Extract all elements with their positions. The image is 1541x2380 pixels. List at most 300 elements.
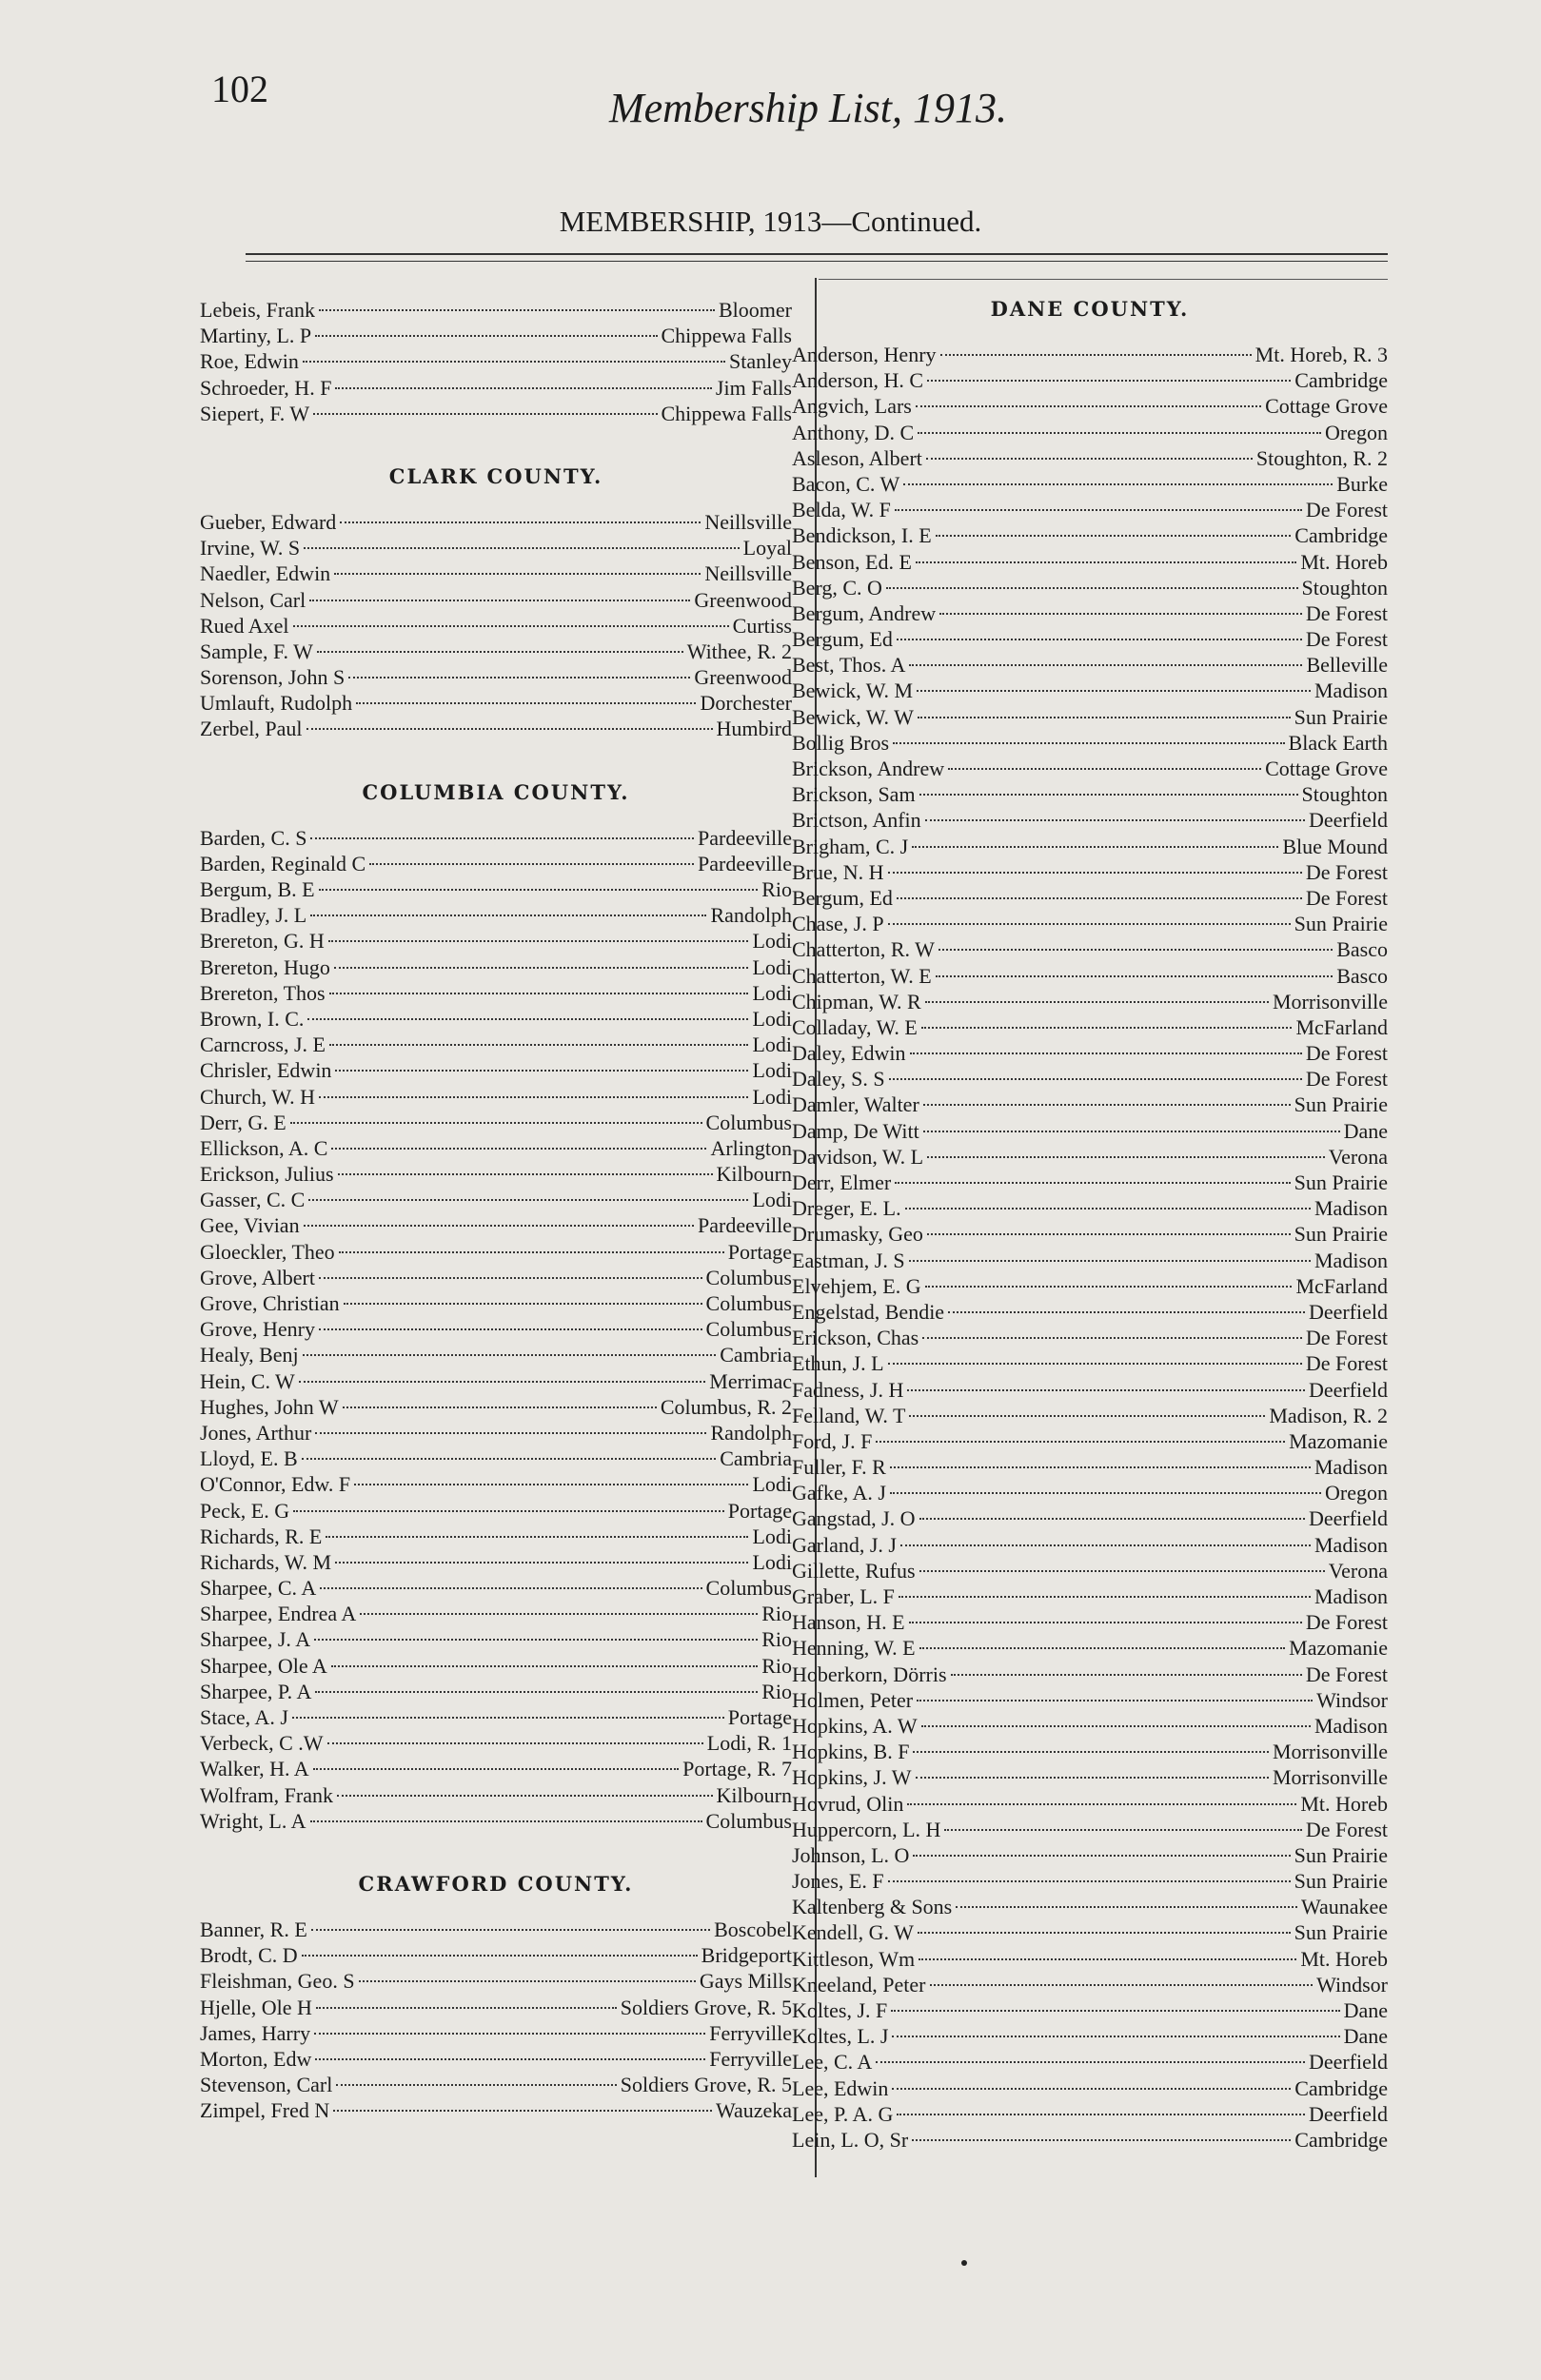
member-place: Kilbourn (716, 1782, 792, 1807)
county-heading: CLARK COUNTY. (388, 463, 603, 488)
member-entry (200, 1290, 792, 1316)
member-place: Verona (1328, 1558, 1388, 1583)
dot-leader (918, 432, 1321, 434)
dot-leader (925, 1001, 1269, 1003)
member-name: Lee, P. A. G (792, 2101, 894, 2126)
member-name: James, Harry (200, 2020, 311, 2045)
member-name: Sample, F. W (200, 639, 313, 663)
member-entry (200, 1524, 792, 1549)
dot-leader (890, 1492, 1321, 1494)
member-name: Koltes, L. J (792, 2024, 889, 2049)
dot-leader (314, 1639, 758, 1641)
member-place: Dane (1343, 2024, 1388, 2049)
dot-leader (348, 677, 690, 679)
member-place: Deerfield (1308, 1506, 1388, 1531)
dot-leader (333, 2110, 712, 2112)
member-entry (792, 1221, 1388, 1247)
member-place: Rio (761, 1627, 792, 1652)
member-place: Madison (1314, 1713, 1388, 1738)
dot-leader (909, 1260, 1311, 1262)
dot-leader (304, 547, 740, 549)
member-place: McFarland (1295, 1014, 1388, 1039)
member-name: Asleson, Albert (792, 445, 922, 470)
member-place: Stoughton (1301, 782, 1388, 807)
member-place: De Forest (1305, 1351, 1388, 1376)
member-entry (792, 1505, 1388, 1531)
dot-leader (329, 993, 749, 994)
member-entry (792, 678, 1388, 703)
member-entry (792, 626, 1388, 652)
member-name: Fleishman, Geo. S (200, 1969, 355, 1994)
member-name: Stevenson, Carl (200, 2073, 333, 2097)
member-entry (792, 2023, 1388, 2049)
dot-leader (919, 1518, 1305, 1520)
member-entry (792, 1273, 1388, 1299)
member-place: Deerfield (1308, 808, 1388, 833)
member-name: Fuller, F. R (792, 1455, 886, 1480)
member-place: Columbus (705, 1317, 792, 1342)
dot-leader (335, 1562, 748, 1564)
member-place: Humbird (716, 717, 792, 741)
member-name: Gillette, Rufus (792, 1558, 916, 1583)
dot-leader (938, 949, 1333, 951)
dot-leader (939, 613, 1302, 615)
member-place: Morrisonville (1273, 1740, 1388, 1764)
dot-leader (308, 1199, 748, 1201)
member-name: Holmen, Peter (792, 1687, 914, 1712)
dot-leader (319, 1277, 702, 1279)
member-entry (200, 1679, 792, 1704)
member-place: Ferryville (709, 2020, 792, 2045)
member-name: Brictson, Anfin (792, 808, 921, 833)
member-place: Sun Prairie (1294, 912, 1388, 936)
member-place: Mt. Horeb, R. 3 (1255, 343, 1388, 366)
member-name: Jones, E. F (792, 1869, 884, 1894)
member-place: Cambria (720, 1446, 792, 1471)
member-entry (792, 1532, 1388, 1558)
member-place: Rio (761, 1602, 792, 1626)
county-heading: CRAWFORD COUNTY. (358, 1871, 634, 1896)
member-place: Jim Falls (715, 375, 792, 400)
dot-leader (888, 1363, 1302, 1365)
member-entry (200, 690, 792, 716)
member-place: Withee, R. 2 (686, 639, 792, 663)
member-place: Deerfield (1308, 1377, 1388, 1402)
member-place: De Forest (1305, 1041, 1388, 1066)
dot-leader (956, 1906, 1297, 1908)
member-entry (792, 497, 1388, 522)
member-entry (200, 1006, 792, 1032)
member-name: Stace, A. J (200, 1705, 288, 1729)
member-entry (792, 756, 1388, 781)
member-entry (200, 1161, 792, 1187)
member-entry (792, 1350, 1388, 1376)
member-place: Cottage Grove (1265, 757, 1388, 780)
member-name: Daley, Edwin (792, 1041, 906, 1066)
member-entry (200, 1446, 792, 1471)
member-name: Hoberkorn, Dörris (792, 1662, 947, 1686)
member-name: Henning, W. E (792, 1636, 916, 1661)
member-place: Greenwood (694, 665, 792, 690)
member-entry (200, 1187, 792, 1212)
county-heading: COLUMBIA COUNTY. (362, 779, 630, 804)
dot-leader (925, 1286, 1293, 1288)
member-entry (792, 704, 1388, 730)
member-place: Waunakee (1300, 1895, 1388, 1919)
member-entry (200, 1239, 792, 1265)
dot-leader (886, 587, 1298, 589)
member-name: O'Connor, Edw. F (200, 1472, 351, 1497)
member-place: Portage, R. 7 (682, 1757, 792, 1781)
member-place: Sun Prairie (1294, 1869, 1388, 1894)
member-entry (200, 664, 792, 690)
member-name: Graber, L. F (792, 1584, 895, 1608)
dot-leader (913, 1855, 1290, 1857)
member-place: Pardeeville (698, 851, 792, 875)
dot-leader (903, 483, 1333, 485)
member-place: Deerfield (1308, 1299, 1388, 1324)
member-name: Barden, Reginald C (200, 851, 366, 875)
dot-leader (319, 889, 759, 891)
member-place: Rio (761, 1653, 792, 1678)
member-entry (792, 1687, 1388, 1713)
member-entry (200, 1704, 792, 1730)
dot-leader (912, 846, 1278, 848)
member-place: Cottage Grove (1265, 394, 1388, 419)
member-name: Umlauft, Rudolph (200, 691, 353, 716)
county-section (200, 780, 792, 1834)
dot-leader (302, 1458, 717, 1460)
member-place: Sun Prairie (1294, 1920, 1388, 1945)
member-place: Dorchester (700, 691, 792, 716)
member-name: Bergum, B. E (200, 877, 315, 901)
member-place: McFarland (1295, 1273, 1388, 1298)
member-place: Rio (761, 877, 792, 901)
member-entry (792, 1118, 1388, 1144)
member-entry (200, 375, 792, 401)
member-name: Huppercorn, L. H (792, 1817, 941, 1841)
member-name: Brickson, Andrew (792, 757, 945, 780)
member-name: Sharpee, P. A (200, 1679, 312, 1703)
member-name: Grove, Albert (200, 1265, 315, 1289)
member-entry (792, 393, 1388, 419)
member-entry (792, 1066, 1388, 1092)
member-name: Ellickson, A. C (200, 1135, 328, 1160)
dot-leader (293, 625, 729, 627)
member-name: Barden, C. S (200, 825, 307, 850)
member-place: Lodi (752, 1472, 792, 1497)
dot-leader (313, 413, 657, 415)
dot-leader (948, 768, 1261, 770)
member-place: Lodi (752, 980, 792, 1005)
member-name: Wright, L. A (200, 1808, 306, 1833)
member-name: Brue, N. H (792, 859, 884, 884)
dot-leader (369, 863, 694, 865)
dot-leader (909, 664, 1302, 666)
dot-leader (893, 742, 1284, 744)
member-place: Columbus (705, 1110, 792, 1134)
member-entry (200, 1601, 792, 1626)
member-place: De Forest (1305, 600, 1388, 625)
member-entry (792, 1454, 1388, 1480)
right-column-rule (819, 279, 1388, 280)
dot-leader (338, 1173, 713, 1175)
member-place: Lodi (752, 1524, 792, 1548)
member-entry (200, 323, 792, 348)
page-number: 102 (211, 68, 268, 110)
member-place: Loyal (742, 536, 792, 561)
dot-leader (293, 1510, 724, 1512)
member-place: Sun Prairie (1294, 1222, 1388, 1247)
member-name: Hopkins, J. W (792, 1765, 912, 1790)
member-entry (200, 1917, 792, 1942)
member-place: Lodi, R. 1 (706, 1731, 792, 1756)
member-place: Sun Prairie (1294, 1092, 1388, 1117)
dot-leader (907, 1389, 1305, 1391)
dot-leader (302, 1955, 698, 1957)
dot-leader (315, 1691, 758, 1693)
member-entry (792, 1635, 1388, 1661)
member-name: Hopkins, A. W (792, 1713, 918, 1738)
member-entry (792, 2101, 1388, 2127)
dot-leader (309, 600, 690, 601)
member-place: Lodi (752, 1033, 792, 1057)
dot-leader (923, 1104, 1291, 1106)
member-place: Randolph (710, 1420, 792, 1445)
dot-leader (919, 1958, 1296, 1960)
member-entry (200, 1316, 792, 1342)
member-name: Hughes, John W (200, 1394, 339, 1419)
member-name: Chipman, W. R (792, 989, 921, 1013)
dot-leader (303, 1354, 717, 1356)
member-entry (792, 1662, 1388, 1687)
member-name: Rued Axel (200, 613, 289, 638)
member-name: Bewick, W. M (792, 679, 914, 703)
member-place: Pardeeville (698, 1213, 792, 1238)
member-place: Madison (1314, 1196, 1388, 1221)
dot-leader (948, 1311, 1305, 1313)
member-name: Chrisler, Edwin (200, 1058, 332, 1083)
member-name: Bergum, Andrew (792, 600, 937, 625)
member-name: Kneeland, Peter (792, 1972, 926, 1996)
member-entry (200, 1653, 792, 1679)
member-name: Colladay, W. E (792, 1014, 918, 1039)
dot-leader (917, 690, 1311, 692)
member-place: Mazomanie (1289, 1428, 1388, 1453)
member-place: De Forest (1305, 1662, 1388, 1686)
member-place: Windsor (1316, 1972, 1388, 1996)
dot-leader (917, 1700, 1313, 1701)
member-name: Gee, Vivian (200, 1213, 300, 1238)
member-name: Sorenson, John S (200, 665, 346, 690)
dot-leader (916, 405, 1261, 407)
member-name: Angvich, Lars (792, 394, 912, 419)
dot-leader (913, 1751, 1269, 1753)
member-name: Lloyd, E. B (200, 1446, 298, 1471)
member-entry (200, 1808, 792, 1834)
dot-leader (907, 1803, 1296, 1805)
member-name: Kendell, G. W (792, 1920, 914, 1945)
member-place: Chippewa Falls (661, 324, 792, 348)
dot-leader (304, 1225, 694, 1227)
dot-leader (320, 1587, 701, 1589)
member-place: Oregon (1325, 420, 1388, 444)
member-entry (792, 522, 1388, 548)
member-entry (200, 1265, 792, 1290)
member-place: Randolph (710, 903, 792, 928)
member-place: Madison (1314, 1248, 1388, 1272)
member-entry (792, 1144, 1388, 1170)
dot-leader (310, 915, 706, 916)
dot-leader (918, 717, 1291, 718)
member-place: Verona (1328, 1144, 1388, 1169)
member-place: Columbus (705, 1291, 792, 1315)
member-entry (792, 1558, 1388, 1583)
member-name: Anderson, Henry (792, 343, 937, 366)
member-entry (200, 1084, 792, 1110)
dot-leader (339, 1251, 724, 1253)
dot-leader (334, 967, 749, 969)
member-place: Mt. Horeb (1300, 1946, 1388, 1971)
member-entry (792, 600, 1388, 626)
member-place: Mazomanie (1289, 1636, 1388, 1661)
member-name: Richards, R. E (200, 1524, 323, 1548)
member-name: Verbeck, C .W (200, 1731, 324, 1756)
member-entry (200, 639, 792, 664)
member-place: Windsor (1316, 1687, 1388, 1712)
member-name: Lee, Edwin (792, 2075, 889, 2100)
dot-leader (895, 509, 1302, 511)
member-entry (792, 1739, 1388, 1764)
member-place: Pardeeville (698, 825, 792, 850)
member-name: Drumasky, Geo (792, 1222, 923, 1247)
member-name: Brickson, Sam (792, 782, 916, 807)
member-place: Wauzeka (715, 2098, 792, 2123)
member-name: Siepert, F. W (200, 401, 310, 425)
member-entry (200, 1471, 792, 1497)
member-place: Cambridge (1294, 523, 1388, 548)
dot-leader (944, 1829, 1301, 1831)
member-entry (792, 859, 1388, 885)
member-name: Grove, Henry (200, 1317, 315, 1342)
member-entry (200, 902, 792, 928)
dot-leader (344, 1303, 702, 1305)
member-entry (792, 367, 1388, 393)
member-entry (200, 2097, 792, 2123)
member-place: Neillsville (704, 561, 792, 586)
member-name: Gueber, Edward (200, 509, 337, 534)
right-column (792, 297, 1388, 2153)
member-place: Neillsville (704, 509, 792, 534)
member-entry (200, 928, 792, 954)
member-name: Dreger, E. L. (792, 1196, 901, 1221)
member-name: Johnson, L. O (792, 1842, 910, 1867)
dot-leader (337, 1795, 713, 1797)
member-name: Bacon, C. W (792, 471, 900, 496)
dot-leader (910, 1052, 1302, 1054)
dot-leader (927, 1156, 1325, 1158)
member-name: Kaltenberg & Sons (792, 1895, 953, 1919)
member-entry (200, 613, 792, 639)
member-entry (200, 297, 792, 323)
member-name: Lebeis, Frank (200, 298, 315, 322)
dot-leader (359, 1980, 696, 1982)
dot-leader (307, 1018, 748, 1020)
member-name: Brereton, Thos (200, 980, 326, 1005)
member-name: Chatterton, W. E (792, 963, 932, 988)
dot-leader (306, 728, 713, 730)
member-name: Wolfram, Frank (200, 1782, 333, 1807)
member-name: Richards, W. M (200, 1549, 332, 1574)
member-name: Gloeckler, Theo (200, 1239, 335, 1264)
member-name: Zimpel, Fred N (200, 2098, 330, 2123)
member-place: Madison (1314, 1455, 1388, 1480)
member-place: Soldiers Grove, R. 5 (620, 1995, 792, 2019)
dot-leader (328, 940, 749, 942)
member-name: Erickson, Chas (792, 1326, 919, 1350)
member-entry (792, 807, 1388, 833)
member-name: Zerbel, Paul (200, 717, 303, 741)
member-place: Dane (1343, 1118, 1388, 1143)
member-place: Black Earth (1288, 730, 1388, 755)
member-name: Banner, R. E (200, 1917, 307, 1941)
dot-leader (299, 1381, 705, 1383)
dot-leader (315, 1432, 706, 1434)
dot-leader (888, 1880, 1291, 1882)
dot-leader (888, 872, 1302, 874)
member-place: Columbus, R. 2 (660, 1394, 792, 1419)
member-entry (792, 2049, 1388, 2075)
double-rule (246, 261, 1388, 262)
member-name: Chatterton, R. W (792, 937, 935, 962)
member-entry (200, 980, 792, 1006)
member-name: Best, Thos. A (792, 653, 906, 678)
member-entry (200, 1420, 792, 1446)
member-name: Anthony, D. C (792, 420, 915, 444)
member-entry (200, 1032, 792, 1057)
member-name: Bergum, Ed (792, 885, 893, 910)
member-entry (792, 834, 1388, 859)
member-name: Berg, C. O (792, 575, 882, 600)
member-entry (200, 2046, 792, 2072)
dot-leader (310, 837, 694, 839)
member-entry (792, 1377, 1388, 1403)
member-place: Lodi (752, 954, 792, 979)
county-section (200, 464, 792, 742)
member-place: Cambridge (1294, 2075, 1388, 2100)
dot-leader (897, 639, 1302, 640)
member-name: Daley, S. S (792, 1067, 885, 1092)
member-place: Madison (1314, 1584, 1388, 1608)
member-place: Portage (727, 1498, 792, 1523)
dot-leader (936, 535, 1292, 537)
member-entry (792, 1997, 1388, 2023)
member-name: Walker, H. A (200, 1757, 309, 1781)
member-place: Portage (727, 1239, 792, 1264)
member-place: Gays Mills (699, 1969, 792, 1994)
dot-leader (899, 1596, 1311, 1598)
member-entry (200, 825, 792, 851)
member-place: De Forest (1305, 885, 1388, 910)
member-name: Gasser, C. C (200, 1188, 306, 1212)
member-name: Bradley, J. L (200, 903, 307, 928)
member-name: Hein, C. W (200, 1368, 295, 1393)
member-name: Eastman, J. S (792, 1248, 905, 1272)
member-place: Merrimac (709, 1368, 792, 1393)
member-name: Schroeder, H. F (200, 375, 332, 400)
member-place: Basco (1336, 937, 1388, 962)
dot-leader (317, 651, 683, 653)
